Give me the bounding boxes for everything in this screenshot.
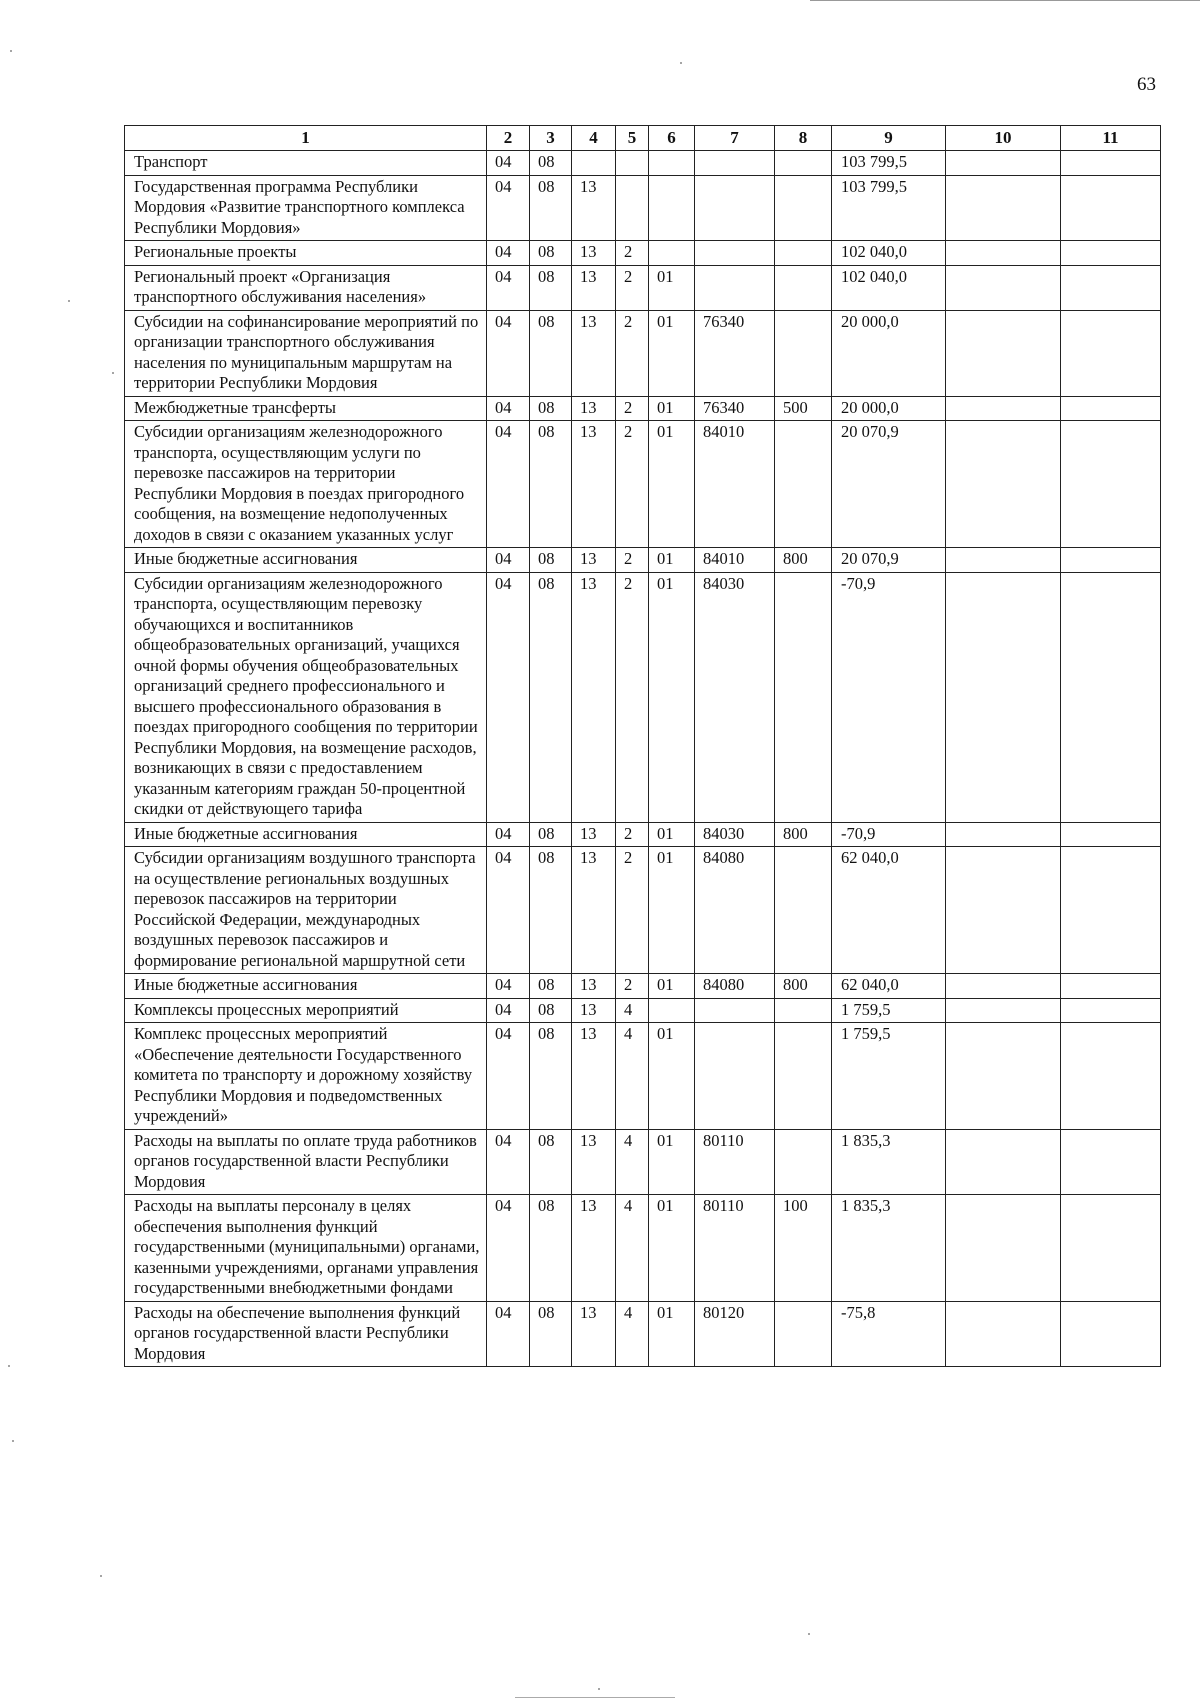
code-cell: 04 — [487, 310, 530, 396]
code-cell — [775, 151, 832, 176]
amount-cell: -70,9 — [832, 572, 946, 822]
code-cell: 04 — [487, 175, 530, 241]
table-body — [125, 151, 1161, 1367]
table-row — [125, 1023, 1161, 1130]
scan-speck — [68, 300, 70, 302]
code-cell: 01 — [649, 265, 695, 310]
empty-column-cell — [946, 847, 1061, 974]
empty-column-cell — [946, 241, 1061, 266]
code-cell: 13 — [572, 396, 616, 421]
scan-edge-line — [515, 1697, 675, 1698]
column-header: 6 — [649, 126, 695, 151]
code-cell — [775, 1301, 832, 1367]
code-cell: 84080 — [695, 974, 775, 999]
code-cell: 01 — [649, 1129, 695, 1195]
code-cell — [695, 175, 775, 241]
table-row — [125, 822, 1161, 847]
empty-column-cell — [1061, 151, 1161, 176]
code-cell: 13 — [572, 847, 616, 974]
code-cell: 08 — [530, 974, 572, 999]
table-row — [125, 175, 1161, 241]
code-cell: 08 — [530, 175, 572, 241]
code-cell: 04 — [487, 548, 530, 573]
code-cell: 08 — [530, 572, 572, 822]
code-cell: 80120 — [695, 1301, 775, 1367]
code-cell: 2 — [616, 822, 649, 847]
code-cell: 76340 — [695, 396, 775, 421]
code-cell: 2 — [616, 310, 649, 396]
item-name-cell: Субсидии организациям железнодорожного транспорта, осуществляющим услуги по перевозке пассажиров на территории Республики Мордовия в поездах пригородного сообщения, на возмещение недополученных доходов в связи с оказанием указанных услуг — [125, 421, 487, 548]
item-name-cell: Субсидии организациям воздушного транспорта на осуществление региональных воздушных перевозок пассажиров на территории Российской Федерации, международных воздушных перевозок пассажиров и формирование региональной маршрутной сети — [125, 847, 487, 974]
empty-column-cell — [946, 572, 1061, 822]
code-cell: 01 — [649, 1195, 695, 1302]
code-cell: 08 — [530, 310, 572, 396]
code-cell: 04 — [487, 1195, 530, 1302]
scan-edge-line — [810, 0, 1200, 1]
code-cell: 04 — [487, 998, 530, 1023]
code-cell: 04 — [487, 265, 530, 310]
amount-cell: 62 040,0 — [832, 847, 946, 974]
item-name-cell: Субсидии на софинансирование мероприятий по организации транспортного обслуживания населения по муниципальным маршрутам на территории Республики Мордовия — [125, 310, 487, 396]
code-cell: 04 — [487, 241, 530, 266]
code-cell — [775, 421, 832, 548]
empty-column-cell — [946, 1023, 1061, 1130]
empty-column-cell — [946, 822, 1061, 847]
empty-column-cell — [1061, 548, 1161, 573]
code-cell: 01 — [649, 548, 695, 573]
empty-column-cell — [946, 151, 1061, 176]
table-row — [125, 998, 1161, 1023]
code-cell: 01 — [649, 822, 695, 847]
code-cell: 04 — [487, 396, 530, 421]
code-cell: 4 — [616, 1023, 649, 1130]
code-cell: 13 — [572, 548, 616, 573]
column-header: 3 — [530, 126, 572, 151]
empty-column-cell — [1061, 847, 1161, 974]
empty-column-cell — [1061, 822, 1161, 847]
code-cell: 84010 — [695, 548, 775, 573]
amount-cell: 20 070,9 — [832, 421, 946, 548]
empty-column-cell — [1061, 1195, 1161, 1302]
empty-column-cell — [1061, 396, 1161, 421]
amount-cell: 103 799,5 — [832, 151, 946, 176]
code-cell — [695, 241, 775, 266]
code-cell — [775, 572, 832, 822]
code-cell: 800 — [775, 548, 832, 573]
column-header: 7 — [695, 126, 775, 151]
item-name-cell: Государственная программа Республики Мордовия «Развитие транспортного комплекса Республики Мордовия» — [125, 175, 487, 241]
empty-column-cell — [1061, 265, 1161, 310]
empty-column-cell — [946, 1129, 1061, 1195]
table-row — [125, 310, 1161, 396]
code-cell: 01 — [649, 1023, 695, 1130]
empty-column-cell — [946, 548, 1061, 573]
code-cell: 08 — [530, 847, 572, 974]
empty-column-cell — [1061, 572, 1161, 822]
column-header: 4 — [572, 126, 616, 151]
code-cell — [775, 175, 832, 241]
code-cell — [775, 310, 832, 396]
code-cell: 04 — [487, 1301, 530, 1367]
code-cell: 13 — [572, 241, 616, 266]
empty-column-cell — [946, 998, 1061, 1023]
scan-speck — [598, 1688, 600, 1690]
code-cell: 04 — [487, 822, 530, 847]
scan-speck — [10, 50, 12, 52]
code-cell: 08 — [530, 1195, 572, 1302]
empty-column-cell — [946, 265, 1061, 310]
code-cell: 2 — [616, 974, 649, 999]
column-header: 1 — [125, 126, 487, 151]
code-cell: 13 — [572, 421, 616, 548]
code-cell: 04 — [487, 1129, 530, 1195]
code-cell — [649, 241, 695, 266]
code-cell: 4 — [616, 1301, 649, 1367]
amount-cell: 20 000,0 — [832, 310, 946, 396]
empty-column-cell — [1061, 175, 1161, 241]
code-cell: 84030 — [695, 572, 775, 822]
amount-cell: 1 759,5 — [832, 1023, 946, 1130]
empty-column-cell — [946, 310, 1061, 396]
item-name-cell: Субсидии организациям железнодорожного транспорта, осуществляющим перевозку обучающихся и воспитанников общеобразовательных организаций, учащихся очной формы обучения общеобразовательных организаций среднего профессионального и высшего профессионального образования в поездах пригородного сообщения по территории Республики Мордовия, на возмещение расходов, возникающих в связи с предоставлением указанным категориям граждан 50-процентной скидки от действующего тарифа — [125, 572, 487, 822]
table-row — [125, 1129, 1161, 1195]
code-cell: 13 — [572, 822, 616, 847]
table-row — [125, 396, 1161, 421]
budget-table — [124, 125, 1161, 1367]
scan-speck — [100, 1575, 102, 1577]
item-name-cell: Межбюджетные трансферты — [125, 396, 487, 421]
column-header: 10 — [946, 126, 1061, 151]
table-row — [125, 1301, 1161, 1367]
amount-cell: -70,9 — [832, 822, 946, 847]
empty-column-cell — [1061, 974, 1161, 999]
code-cell: 84030 — [695, 822, 775, 847]
code-cell: 08 — [530, 396, 572, 421]
code-cell: 4 — [616, 1195, 649, 1302]
table-row — [125, 847, 1161, 974]
item-name-cell: Региональный проект «Организация транспортного обслуживания населения» — [125, 265, 487, 310]
code-cell: 2 — [616, 421, 649, 548]
column-header: 9 — [832, 126, 946, 151]
scan-speck — [12, 1440, 14, 1442]
code-cell: 01 — [649, 1301, 695, 1367]
item-name-cell: Иные бюджетные ассигнования — [125, 548, 487, 573]
code-cell — [775, 241, 832, 266]
code-cell — [616, 151, 649, 176]
code-cell: 2 — [616, 548, 649, 573]
scan-speck — [680, 62, 682, 64]
code-cell: 2 — [616, 241, 649, 266]
code-cell: 84010 — [695, 421, 775, 548]
code-cell: 13 — [572, 265, 616, 310]
scan-speck — [112, 372, 114, 374]
empty-column-cell — [1061, 998, 1161, 1023]
code-cell: 04 — [487, 572, 530, 822]
code-cell: 13 — [572, 175, 616, 241]
code-cell: 4 — [616, 1129, 649, 1195]
code-cell: 80110 — [695, 1195, 775, 1302]
table-row — [125, 151, 1161, 176]
code-cell: 13 — [572, 572, 616, 822]
code-cell: 01 — [649, 974, 695, 999]
empty-column-cell — [946, 1195, 1061, 1302]
code-cell: 13 — [572, 1129, 616, 1195]
empty-column-cell — [1061, 421, 1161, 548]
item-name-cell: Расходы на выплаты по оплате труда работников органов государственной власти Республики Мордовия — [125, 1129, 487, 1195]
empty-column-cell — [1061, 1129, 1161, 1195]
item-name-cell: Комплексы процессных мероприятий — [125, 998, 487, 1023]
code-cell: 08 — [530, 998, 572, 1023]
code-cell: 13 — [572, 998, 616, 1023]
code-cell: 4 — [616, 998, 649, 1023]
code-cell: 13 — [572, 1023, 616, 1130]
code-cell — [775, 847, 832, 974]
code-cell: 08 — [530, 421, 572, 548]
code-cell: 2 — [616, 847, 649, 974]
code-cell: 08 — [530, 265, 572, 310]
amount-cell: 1 835,3 — [832, 1195, 946, 1302]
item-name-cell: Транспорт — [125, 151, 487, 176]
code-cell: 2 — [616, 265, 649, 310]
empty-column-cell — [946, 421, 1061, 548]
table-row — [125, 265, 1161, 310]
column-header: 11 — [1061, 126, 1161, 151]
amount-cell: 102 040,0 — [832, 241, 946, 266]
code-cell: 500 — [775, 396, 832, 421]
code-cell — [649, 998, 695, 1023]
code-cell — [649, 151, 695, 176]
code-cell: 04 — [487, 847, 530, 974]
scan-speck — [808, 1633, 810, 1635]
table-row — [125, 241, 1161, 266]
code-cell: 13 — [572, 1301, 616, 1367]
code-cell: 08 — [530, 1301, 572, 1367]
code-cell: 76340 — [695, 310, 775, 396]
code-cell — [695, 151, 775, 176]
amount-cell: 1 759,5 — [832, 998, 946, 1023]
table-row — [125, 572, 1161, 822]
code-cell: 84080 — [695, 847, 775, 974]
code-cell: 80110 — [695, 1129, 775, 1195]
code-cell: 08 — [530, 1023, 572, 1130]
column-header: 5 — [616, 126, 649, 151]
code-cell: 08 — [530, 822, 572, 847]
amount-cell: 62 040,0 — [832, 974, 946, 999]
empty-column-cell — [946, 1301, 1061, 1367]
amount-cell: 103 799,5 — [832, 175, 946, 241]
empty-column-cell — [946, 974, 1061, 999]
code-cell — [572, 151, 616, 176]
page-number: 63 — [1137, 74, 1156, 95]
code-cell — [695, 998, 775, 1023]
item-name-cell: Расходы на обеспечение выполнения функций органов государственной власти Республики Мордовия — [125, 1301, 487, 1367]
table-header-row — [125, 126, 1161, 151]
code-cell: 04 — [487, 1023, 530, 1130]
code-cell: 13 — [572, 1195, 616, 1302]
code-cell — [775, 998, 832, 1023]
amount-cell: 20 000,0 — [832, 396, 946, 421]
code-cell: 13 — [572, 974, 616, 999]
empty-column-cell — [1061, 1301, 1161, 1367]
code-cell: 04 — [487, 421, 530, 548]
code-cell: 800 — [775, 822, 832, 847]
item-name-cell: Расходы на выплаты персоналу в целях обеспечения выполнения функций государственными (муниципальными) органами, казенными учреждениями, органами управления государственными внебюджетными фондами — [125, 1195, 487, 1302]
column-header: 2 — [487, 126, 530, 151]
amount-cell: 20 070,9 — [832, 548, 946, 573]
item-name-cell: Иные бюджетные ассигнования — [125, 822, 487, 847]
code-cell: 08 — [530, 1129, 572, 1195]
empty-column-cell — [946, 396, 1061, 421]
code-cell: 01 — [649, 396, 695, 421]
code-cell: 2 — [616, 396, 649, 421]
code-cell — [775, 1129, 832, 1195]
item-name-cell: Комплекс процессных мероприятий «Обеспечение деятельности Государственного комитета по транспорту и дорожному хозяйству Республики Мордовия и подведомственных учреждений» — [125, 1023, 487, 1130]
table-row — [125, 974, 1161, 999]
code-cell: 01 — [649, 310, 695, 396]
code-cell: 13 — [572, 310, 616, 396]
empty-column-cell — [946, 175, 1061, 241]
code-cell: 04 — [487, 151, 530, 176]
amount-cell: 1 835,3 — [832, 1129, 946, 1195]
code-cell: 800 — [775, 974, 832, 999]
code-cell — [775, 265, 832, 310]
code-cell — [616, 175, 649, 241]
empty-column-cell — [1061, 310, 1161, 396]
code-cell — [775, 1023, 832, 1130]
code-cell: 08 — [530, 548, 572, 573]
code-cell: 100 — [775, 1195, 832, 1302]
scan-speck — [8, 1365, 10, 1367]
table-row — [125, 548, 1161, 573]
empty-column-cell — [1061, 1023, 1161, 1130]
column-header: 8 — [775, 126, 832, 151]
code-cell: 2 — [616, 572, 649, 822]
code-cell: 01 — [649, 847, 695, 974]
code-cell: 04 — [487, 974, 530, 999]
amount-cell: -75,8 — [832, 1301, 946, 1367]
table-row — [125, 1195, 1161, 1302]
empty-column-cell — [1061, 241, 1161, 266]
item-name-cell: Региональные проекты — [125, 241, 487, 266]
code-cell — [649, 175, 695, 241]
code-cell: 01 — [649, 572, 695, 822]
code-cell: 08 — [530, 151, 572, 176]
item-name-cell: Иные бюджетные ассигнования — [125, 974, 487, 999]
code-cell: 01 — [649, 421, 695, 548]
table-row — [125, 421, 1161, 548]
amount-cell: 102 040,0 — [832, 265, 946, 310]
code-cell: 08 — [530, 241, 572, 266]
code-cell — [695, 1023, 775, 1130]
code-cell — [695, 265, 775, 310]
